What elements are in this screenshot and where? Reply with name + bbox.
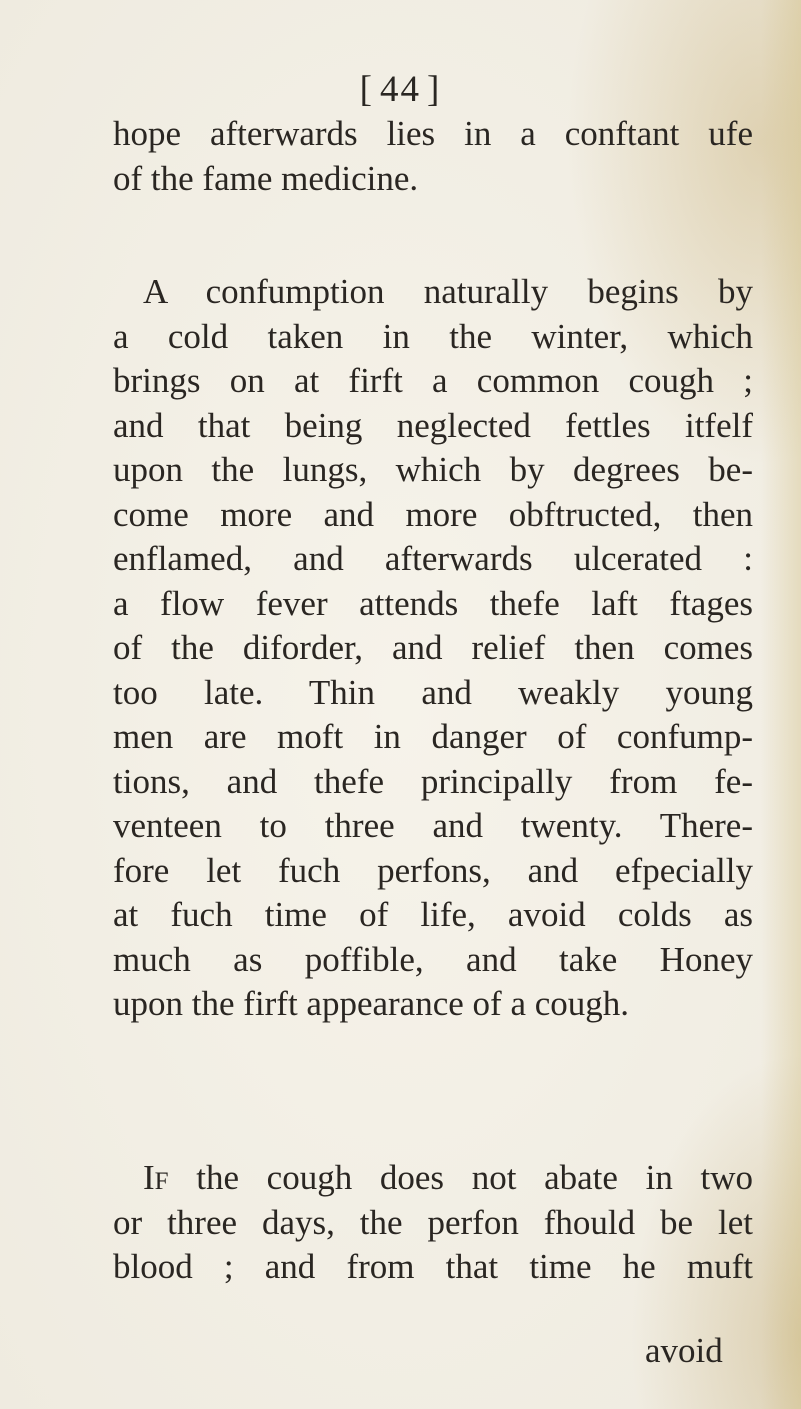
paragraph-continuation — [113, 112, 753, 201]
page-number: 44 — [380, 69, 421, 110]
text-line: tions, and thefe principally from fe- — [113, 761, 753, 801]
page-edge-stain — [761, 0, 801, 1409]
text-line: and that being neglected fettles itfelf — [113, 405, 753, 445]
text-line: come more and more obftructed, then — [113, 494, 753, 534]
text-line: men are moft in danger of confump- — [113, 717, 753, 756]
text-line: venteen to three and twenty. There- — [113, 806, 753, 845]
text-line: a cold taken in the winter, which — [113, 316, 753, 356]
text-line: or three days, the perfon fhould be let — [113, 1202, 753, 1242]
text-fragment: the cough does not abate in two — [196, 1158, 753, 1197]
text-line: of the diforder, and relief then comes — [113, 628, 753, 667]
header-open-bracket: [ — [359, 69, 374, 110]
catchword: avoid — [645, 1331, 723, 1370]
text-line: fore let fuch perfons, and efpecially — [113, 850, 753, 890]
paragraph-cough — [113, 1156, 753, 1290]
paragraph-consumption — [113, 270, 753, 1027]
text-line: hope afterwards lies in a conftant ufe — [113, 114, 753, 153]
text-line: blood ; and from that time he muft — [113, 1247, 753, 1286]
text-line: too late. Thin and weakly young — [113, 672, 753, 712]
text-line: of the fame medicine. — [113, 158, 419, 198]
text-line — [113, 1156, 753, 1201]
header-close-bracket: ] — [427, 69, 442, 110]
text-line: upon the lungs, which by degrees be- — [113, 450, 753, 489]
first-word: If — [143, 1158, 169, 1197]
text-line: brings on at firft a common cough ; — [113, 361, 753, 400]
text-line: a flow fever attends thefe laft ftages — [113, 583, 753, 623]
text-line: enflamed, and afterwards ulcerated : — [113, 539, 753, 578]
text-line: upon the firft appearance of a cough. — [113, 984, 630, 1023]
text-line: much as poffible, and take Honey — [113, 939, 753, 979]
text-line: at fuch time of life, avoid colds as — [113, 895, 753, 934]
text-line: A confumption naturally begins by — [143, 272, 753, 311]
page-header — [0, 68, 801, 111]
